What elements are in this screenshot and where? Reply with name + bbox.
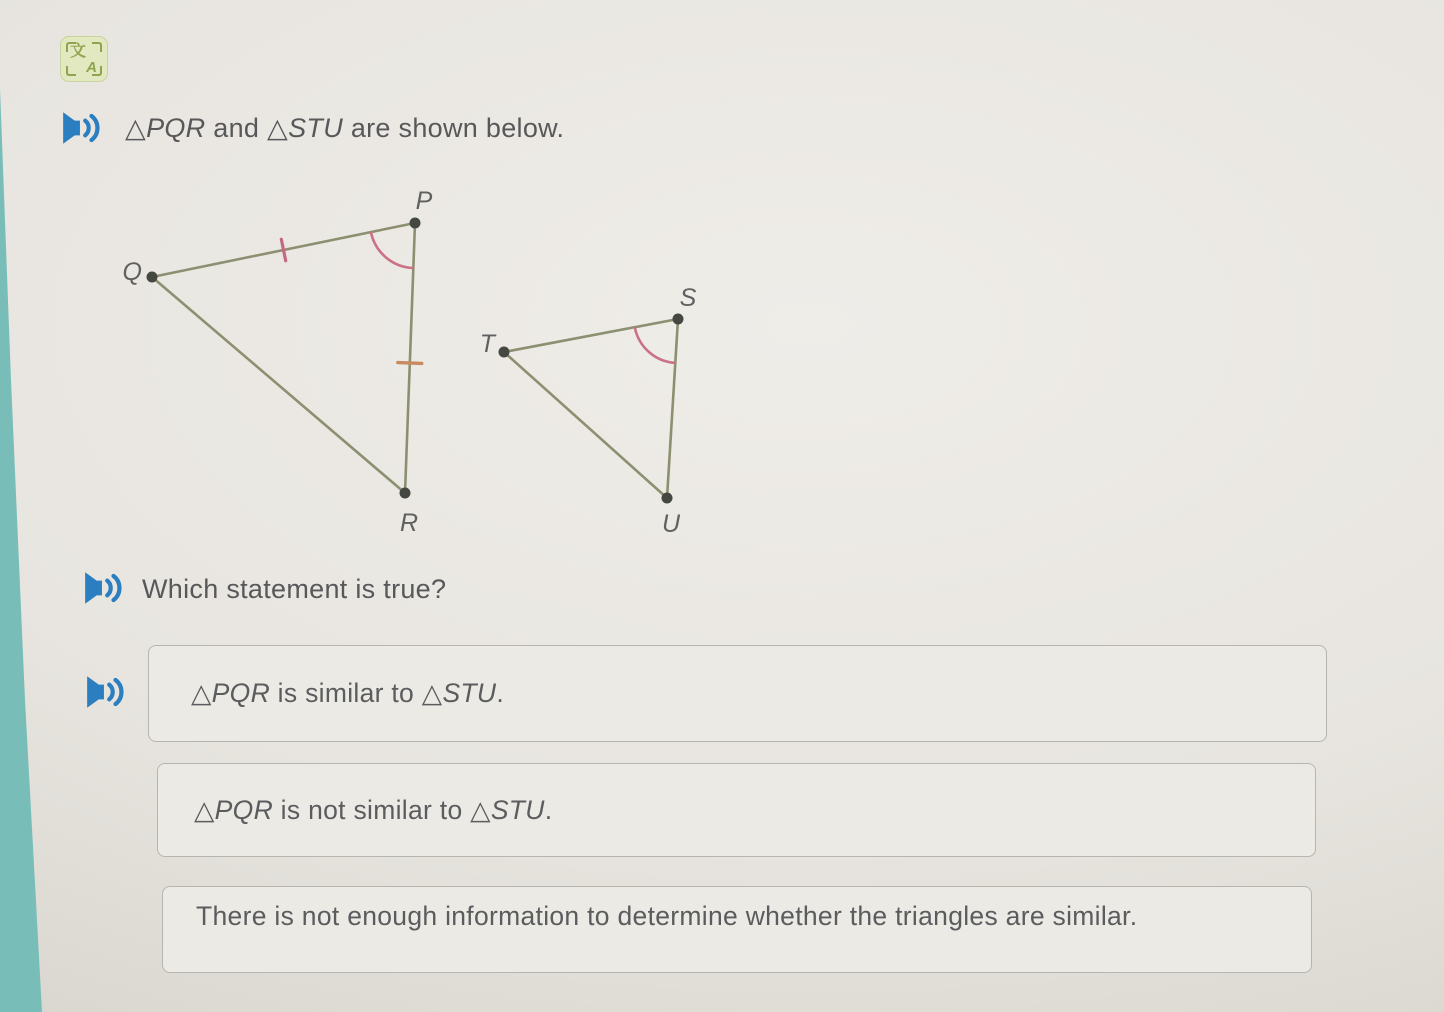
answer-option-not-similar[interactable]: [157, 763, 1316, 857]
triangle-name: △STU: [267, 113, 344, 143]
speaker-icon[interactable]: [58, 107, 104, 149]
option-text: [191, 678, 504, 709]
left-edge-stripe: [0, 0, 50, 1012]
vertex-dot-q: [147, 272, 158, 283]
side-qr: [152, 277, 405, 493]
vertex-dot-s: [673, 314, 684, 325]
frame-corner-icon: [66, 66, 76, 76]
translate-cjk-glyph: 文: [70, 43, 87, 60]
prompt-text: are shown below.: [343, 113, 565, 143]
triangle-name: △PQR: [191, 678, 271, 708]
answer-option-similar[interactable]: [148, 645, 1327, 742]
answer-option-not-enough-info[interactable]: [162, 886, 1312, 973]
angle-arc-p: [371, 232, 413, 268]
vertex-label-r: R: [399, 509, 419, 537]
translate-latin-glyph: A: [86, 59, 97, 76]
vertex-label-p: P: [415, 187, 433, 215]
speaker-icon[interactable]: [82, 671, 128, 713]
vertex-dot-p: [410, 218, 421, 229]
vertex-label-u: U: [661, 510, 681, 538]
speaker-horn-icon: [85, 572, 102, 604]
option-text-fragment: .: [496, 678, 505, 708]
vertex-label-s: S: [679, 284, 697, 312]
option-text-fragment: is not similar to: [273, 794, 471, 825]
vertex-label-q: Q: [122, 258, 142, 286]
option-text: [194, 795, 552, 826]
sound-wave-icon: [114, 576, 120, 600]
sound-wave-icon: [116, 680, 122, 704]
sound-wave-icon: [109, 685, 113, 700]
sound-wave-icon: [85, 121, 89, 136]
angle-arc-s: [635, 327, 676, 363]
triangle-name: △PQR: [125, 113, 206, 143]
question-text: Which statement is true?: [142, 574, 447, 604]
triangle-figure: [90, 175, 750, 555]
prompt-text: and: [205, 113, 268, 143]
vertex-label-t: T: [479, 330, 495, 358]
tick-mark-pr: [398, 363, 422, 364]
side-ts: [504, 319, 678, 352]
sound-wave-icon: [92, 116, 98, 140]
frame-corner-icon: [92, 42, 102, 52]
side-tu: [504, 352, 667, 498]
tick-mark-pq: [281, 239, 285, 261]
speaker-horn-icon: [87, 676, 104, 708]
vertex-dot-t: [499, 347, 510, 358]
option-text-fragment: .: [544, 794, 553, 825]
speaker-icon[interactable]: [80, 567, 126, 609]
translate-button[interactable]: [60, 36, 108, 82]
side-pr: [405, 223, 415, 493]
speaker-horn-icon: [63, 112, 80, 144]
vertex-dot-r: [400, 488, 411, 499]
triangle-name: △STU: [421, 678, 497, 708]
option-text: There is not enough information to determine whether the triangles are similar.: [196, 901, 1138, 931]
vertex-dot-u: [662, 493, 673, 504]
option-text-fragment: is similar to: [270, 678, 422, 708]
triangle-name: △STU: [470, 794, 545, 825]
sound-wave-icon: [107, 581, 111, 596]
question-prompt: [125, 113, 564, 144]
triangle-name: △PQR: [194, 794, 274, 825]
side-su: [667, 319, 678, 498]
